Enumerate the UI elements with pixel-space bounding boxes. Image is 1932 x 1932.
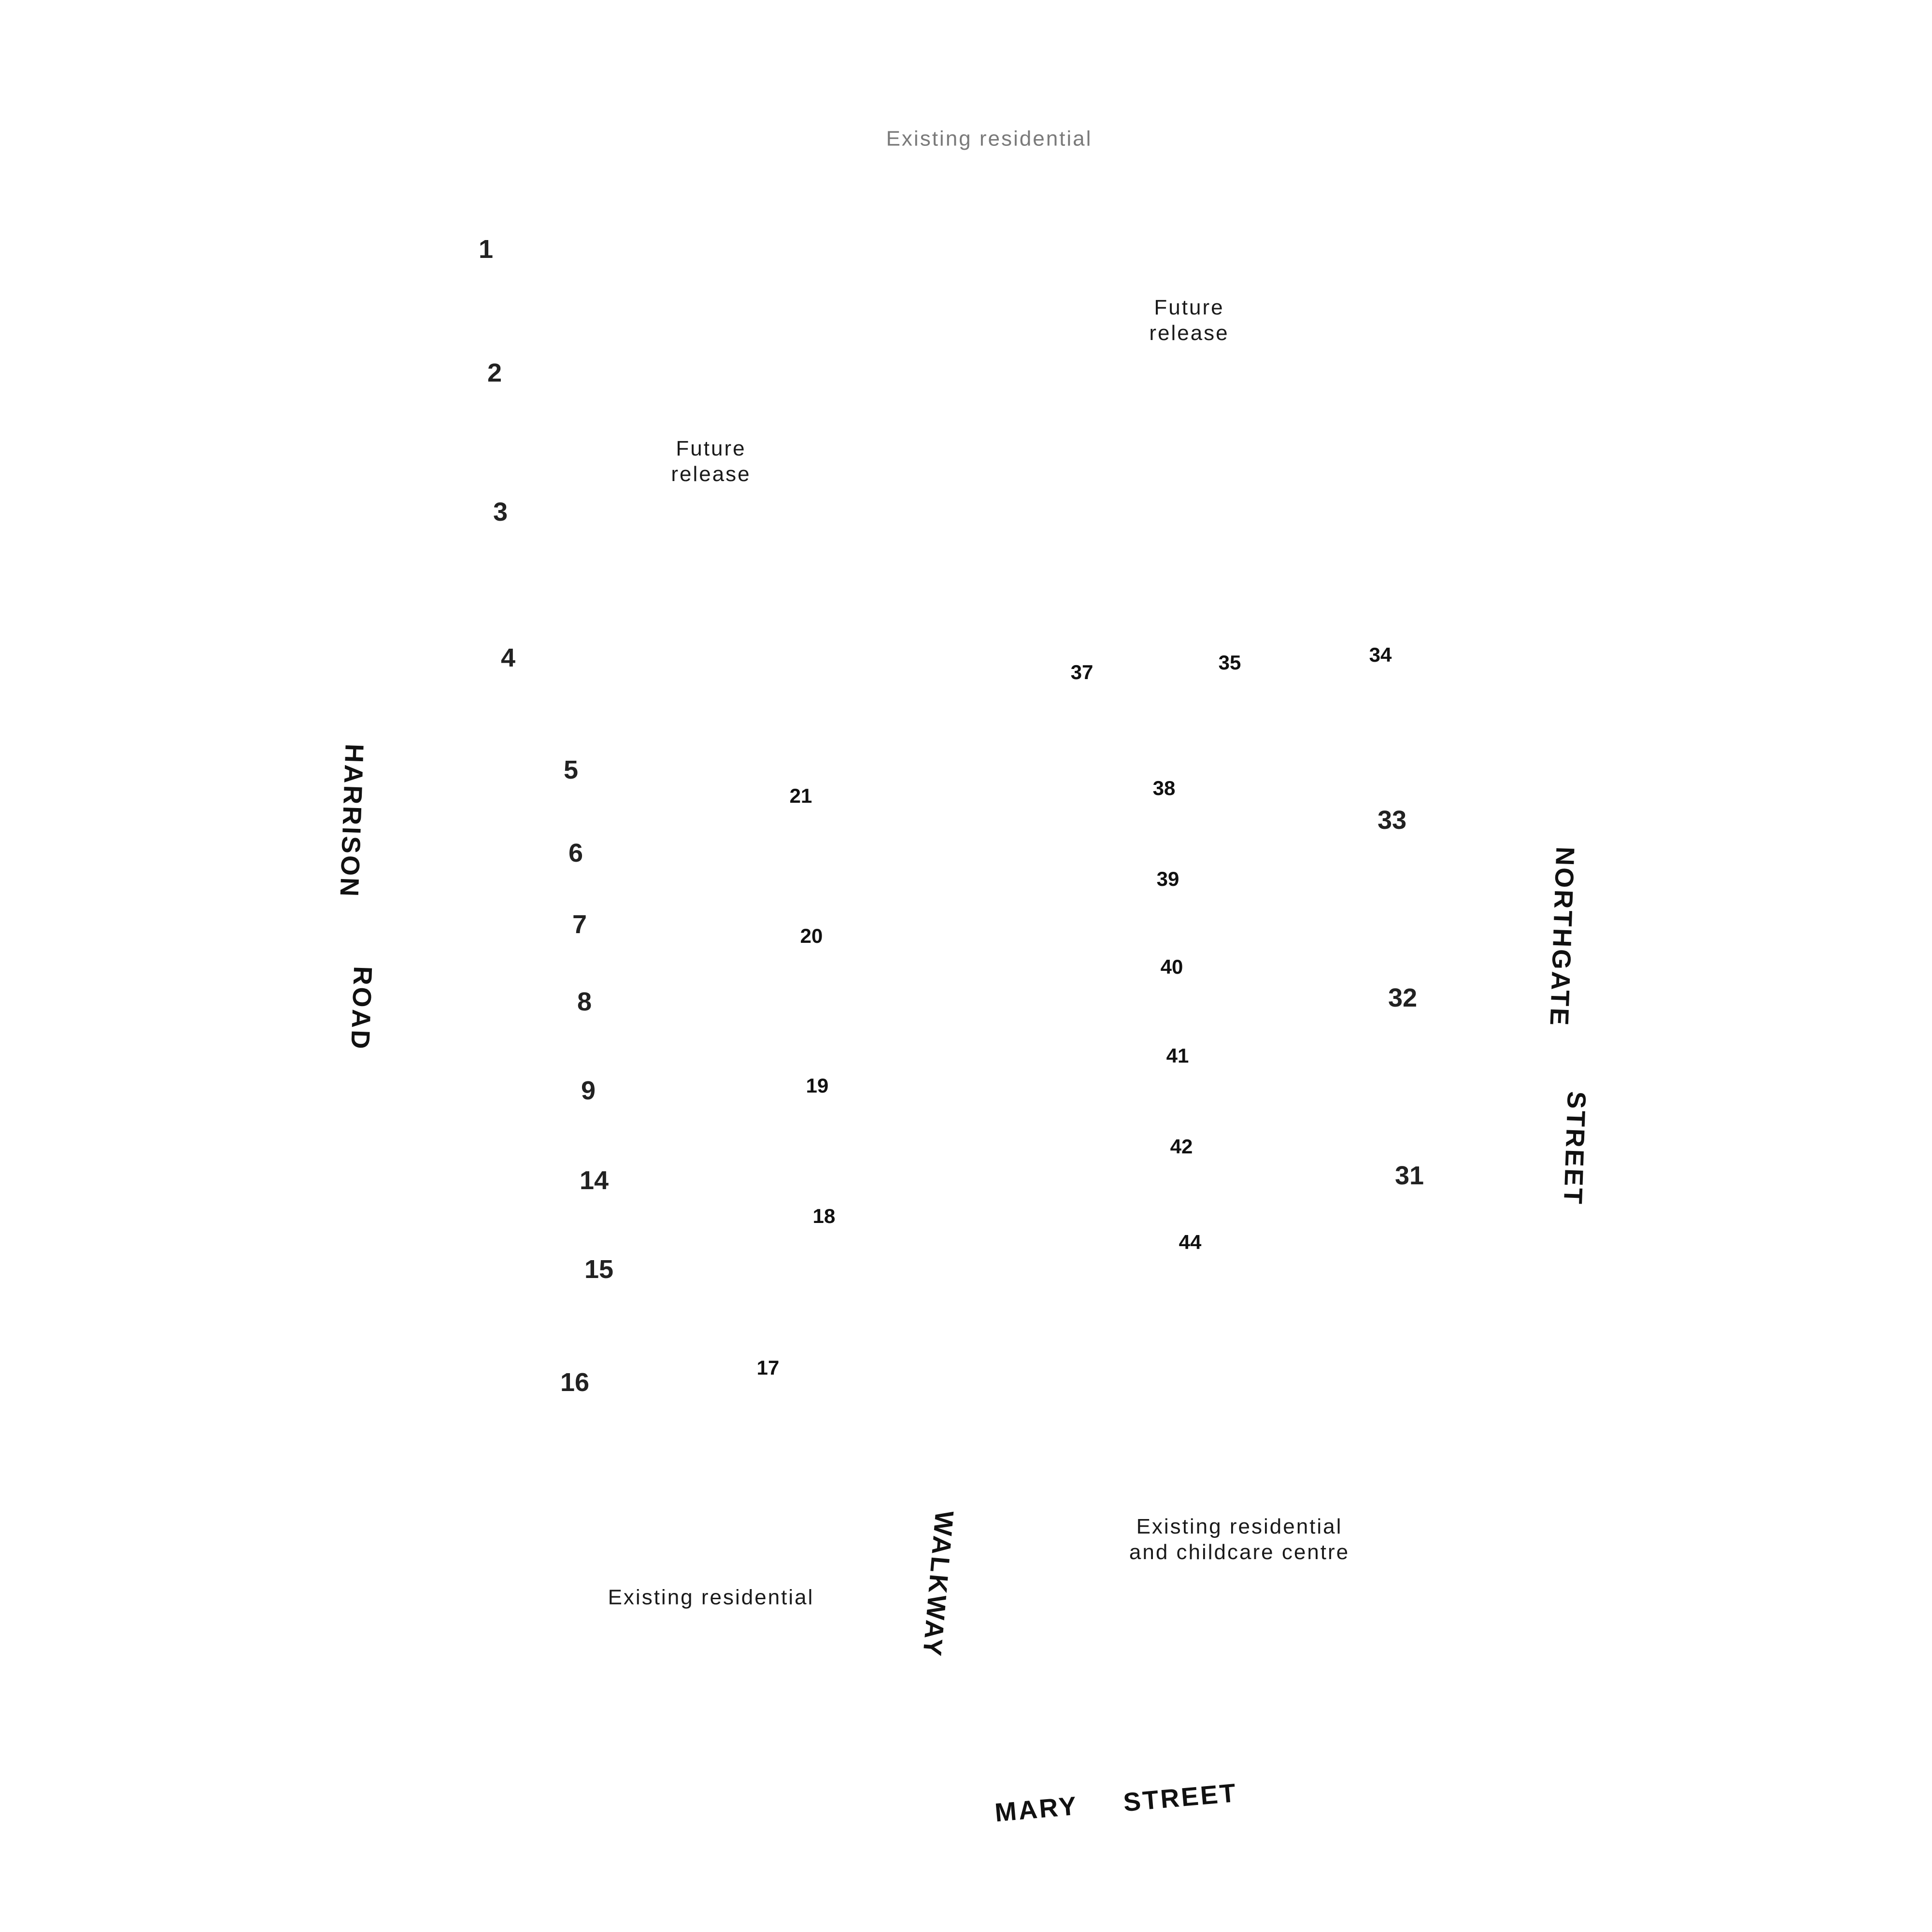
lot-number-37: 37 bbox=[1070, 661, 1094, 683]
road-label-mary-street: STREET bbox=[1122, 1778, 1239, 1818]
lot-number-32: 32 bbox=[1388, 983, 1418, 1012]
lot-number-19: 19 bbox=[806, 1074, 829, 1097]
lot-number-7: 7 bbox=[572, 910, 587, 939]
lot-number-1: 1 bbox=[478, 235, 494, 264]
area-label-existing-residential-top: Existing residential bbox=[886, 127, 1093, 151]
lot-number-34: 34 bbox=[1369, 643, 1392, 666]
lot-number-2: 2 bbox=[487, 358, 502, 387]
area-label-existing-residential-childcare: Existing residential and childcare centre bbox=[1129, 1515, 1350, 1564]
road-label-harrison: HARRISON bbox=[334, 743, 369, 899]
lot-number-42: 42 bbox=[1170, 1135, 1193, 1158]
lot-number-14: 14 bbox=[579, 1166, 609, 1195]
lot-number-38: 38 bbox=[1152, 777, 1176, 799]
lot-number-20: 20 bbox=[800, 924, 823, 947]
lot-number-33: 33 bbox=[1377, 806, 1407, 835]
lot-number-5: 5 bbox=[563, 755, 579, 784]
lot-number-9: 9 bbox=[581, 1076, 596, 1105]
lot-number-44: 44 bbox=[1179, 1231, 1202, 1253]
road-label-northgate-street: STREET bbox=[1558, 1091, 1591, 1207]
lot-number-6: 6 bbox=[568, 838, 583, 867]
lot-number-18: 18 bbox=[812, 1205, 836, 1227]
lot-number-16: 16 bbox=[560, 1368, 590, 1397]
road-label-mary: MARY bbox=[994, 1791, 1080, 1828]
lot-number-31: 31 bbox=[1394, 1161, 1424, 1190]
area-label-future-release-left: Future release bbox=[671, 437, 751, 486]
lot-number-21: 21 bbox=[789, 784, 812, 807]
road-label-harrison-road: ROAD bbox=[345, 966, 378, 1051]
lot-number-41: 41 bbox=[1166, 1044, 1189, 1067]
lot-number-15: 15 bbox=[584, 1255, 614, 1284]
lot-number-8: 8 bbox=[577, 987, 592, 1016]
road-label-walkway: WALKWAY bbox=[917, 1509, 959, 1659]
lot-number-4: 4 bbox=[500, 643, 516, 672]
lot-number-3: 3 bbox=[493, 497, 508, 526]
lot-number-40: 40 bbox=[1160, 955, 1183, 978]
lot-number-17: 17 bbox=[756, 1356, 780, 1379]
area-label-future-release-right: Future release bbox=[1149, 296, 1229, 345]
lot-number-39: 39 bbox=[1156, 867, 1179, 890]
area-label-existing-residential-bottom-left: Existing residential bbox=[608, 1585, 814, 1609]
road-label-northgate: NORTHGATE bbox=[1544, 846, 1580, 1028]
lot-number-35: 35 bbox=[1218, 651, 1241, 674]
